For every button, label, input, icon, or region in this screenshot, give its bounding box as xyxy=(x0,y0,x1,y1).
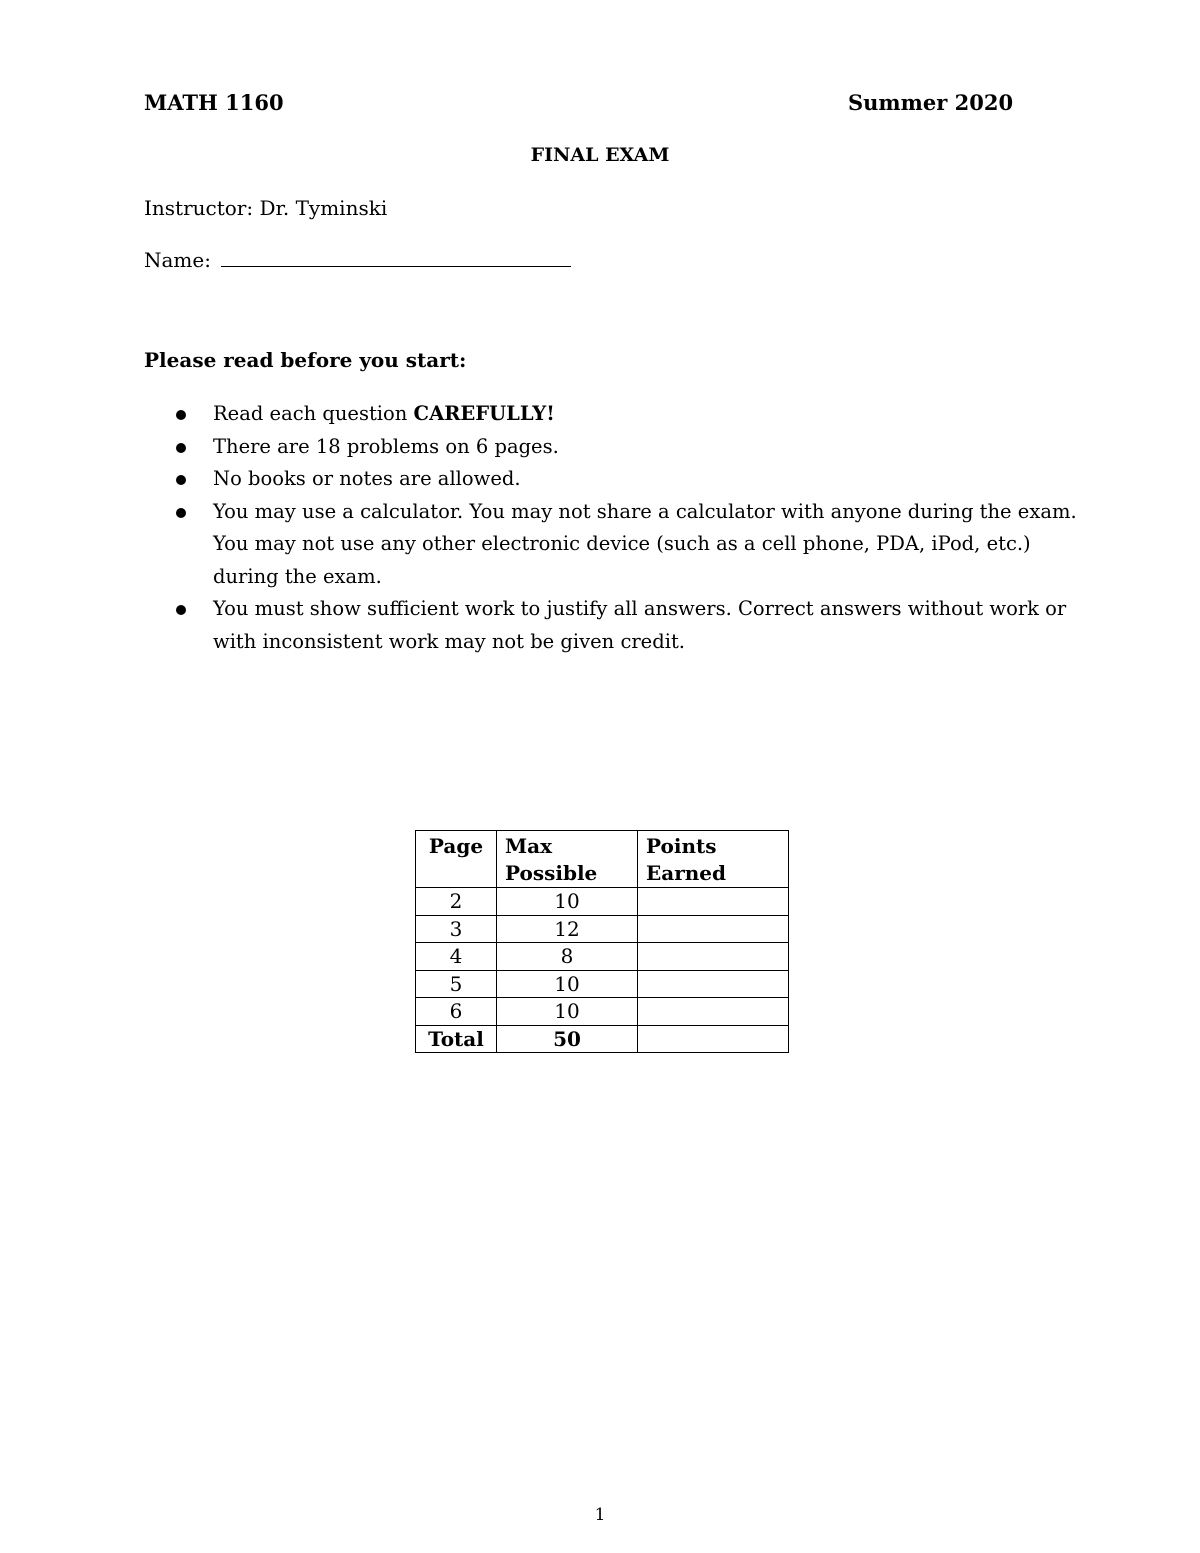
cell-max: 10 xyxy=(497,888,638,916)
cell-earned xyxy=(638,998,789,1026)
bullet-icon xyxy=(176,508,186,518)
cell-earned xyxy=(638,943,789,971)
exam-title: FINAL EXAM xyxy=(530,144,670,166)
instruction-text: There are 18 problems on 6 pages. xyxy=(213,434,559,458)
instruction-text: No books or notes are allowed. xyxy=(213,467,521,490)
instructions-heading: Please read before you start: xyxy=(144,348,467,372)
course-code: MATH 1160 xyxy=(144,90,284,115)
cell-earned xyxy=(638,970,789,998)
cell-page: 5 xyxy=(416,970,497,998)
instruction-text: You may use a calculator. You may not share a calculator with anyone during the exam. You may not use any other electronic device (such as a cell phone, PDA, iPod, etc.) during the exam. xyxy=(213,499,1077,588)
cell-page: 6 xyxy=(416,998,497,1026)
instruction-emphasis: CAREFULLY! xyxy=(413,402,555,425)
bullet-icon xyxy=(176,605,186,615)
name-blank-line xyxy=(221,246,571,267)
total-label: Total xyxy=(416,1025,497,1053)
cell-max: 12 xyxy=(497,915,638,943)
cell-page: 3 xyxy=(416,915,497,943)
table-row xyxy=(416,970,789,998)
name-field xyxy=(144,246,571,272)
instructor-line: Instructor: Dr. Tyminski xyxy=(144,196,388,220)
total-max: 50 xyxy=(497,1025,638,1053)
page-number: 1 xyxy=(594,1505,606,1525)
bullet-icon xyxy=(176,410,186,420)
cell-max: 10 xyxy=(497,998,638,1026)
instruction-item xyxy=(144,398,1084,431)
instruction-text: You must show sufficient work to justify all answers. Correct answers without work or with inconsistent work may not be given credit. xyxy=(213,597,1067,653)
instruction-item xyxy=(144,463,1084,496)
bullet-icon xyxy=(176,443,186,453)
instructions-list xyxy=(144,398,1084,658)
cell-page: 2 xyxy=(416,888,497,916)
cell-earned xyxy=(638,915,789,943)
table-row xyxy=(416,998,789,1026)
cell-earned xyxy=(638,888,789,916)
instruction-item xyxy=(144,496,1084,594)
cell-max: 10 xyxy=(497,970,638,998)
score-table xyxy=(415,830,789,1053)
table-row xyxy=(416,943,789,971)
bullet-icon xyxy=(176,475,186,485)
header-max-possible: Max Possible xyxy=(497,831,638,888)
instruction-item xyxy=(144,593,1084,658)
total-earned xyxy=(638,1025,789,1053)
cell-max: 8 xyxy=(497,943,638,971)
instruction-text: Read each question xyxy=(213,402,414,425)
table-row xyxy=(416,915,789,943)
instruction-item xyxy=(144,431,1084,464)
table-row xyxy=(416,888,789,916)
term: Summer 2020 xyxy=(848,90,1014,115)
header-page: Page xyxy=(416,831,497,888)
name-label: Name: xyxy=(144,248,211,272)
header-points-earned: Points Earned xyxy=(638,831,789,888)
total-row xyxy=(416,1025,789,1053)
cell-page: 4 xyxy=(416,943,497,971)
score-table-header-row xyxy=(416,831,789,888)
